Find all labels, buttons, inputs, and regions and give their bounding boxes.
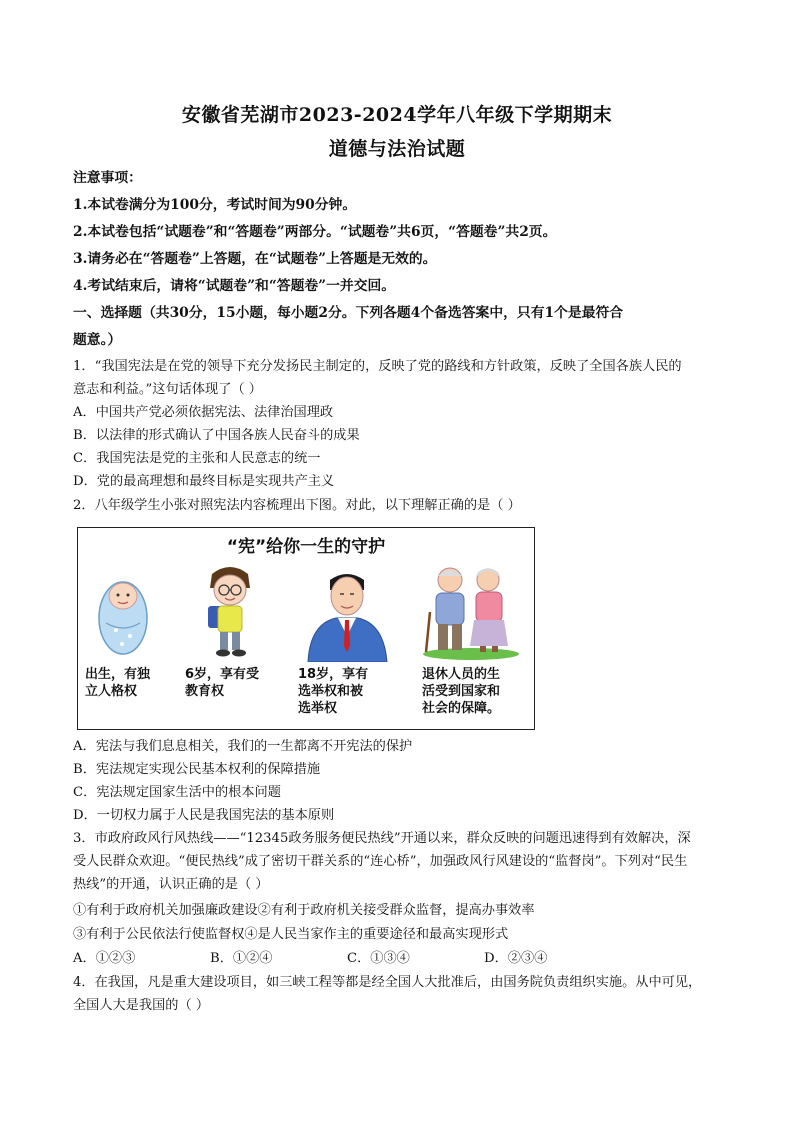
section1-heading-cont: 题意。） — [73, 332, 122, 348]
baby-illustration — [88, 568, 188, 658]
q3-stem-end: 热线”的开通，认识正确的是（ ） — [73, 877, 269, 892]
note-item-3: 3.请务必在“答题卷”上答题，在“试题卷”上答题是无效的。 — [73, 251, 437, 267]
figure-title: “宪”给你一生的守护 — [226, 537, 386, 557]
q1-option-d: D．党的最高理想和最终目标是实现共产主义 — [73, 474, 335, 489]
caption-age-six: 6岁，享有受 教育权 — [185, 667, 260, 699]
q3-stem-cont: 受人民群众欢迎。“便民热线”成了密切干群关系的“连心桥”，加强政风行风建设的“监督岗”。下列对“民生 — [73, 854, 688, 869]
section1-heading: 一、选择题（共30分，15小题，每小题2分。下列各题4个备选答案中，只有1个是最符合 — [73, 305, 624, 321]
q3-option-d: D．②③④ — [484, 951, 548, 966]
q2-option-a: A．宪法与我们息息相关，我们的一生都离不开宪法的保护 — [73, 739, 413, 754]
q3-statements: ①有利于政府机关加强廉政建设②有利于政府机关接受群众监督，提高办事效率 — [73, 903, 535, 918]
elderly-couple-illustration — [416, 562, 516, 662]
q2-option-c: C．宪法规定国家生活中的根本问题 — [73, 785, 281, 800]
q3-option-b: B．①②④ — [210, 951, 273, 966]
note-item-4: 4.考试结束后，请将“试题卷”和“答题卷”一并交回。 — [73, 278, 396, 294]
q3-statements-cont: ③有利于公民依法行使监督权④是人民当家作主的重要途径和最高实现形式 — [73, 927, 509, 942]
note-item-2: 2.本试卷包括“试题卷”和“答题卷”两部分。“试题卷”共6页，“答题卷”共2页。 — [73, 224, 557, 240]
caption-birth: 出生，有独 立人格权 — [85, 667, 151, 699]
note-item-1: 1.本试卷满分为100分，考试时间为90分钟。 — [73, 197, 357, 213]
q3-option-a: A．①②③ — [73, 951, 136, 966]
notes-heading: 注意事项： — [73, 170, 142, 186]
constitution-lifecycle-figure — [77, 527, 535, 730]
caption-retired: 退休人员的生 活受到国家和 社会的保障。 — [422, 667, 501, 716]
q1-stem: 1．“我国宪法是在党的领导下充分发扬民主制定的，反映了党的路线和方针政策，反映了全国各族人民的 — [73, 359, 682, 374]
adult-man-illustration — [300, 566, 400, 662]
child-illustration — [190, 562, 290, 662]
q1-option-b: B．以法律的形式确认了中国各族人民奋斗的成果 — [73, 428, 360, 443]
q3-stem: 3．市政府政风行风热线——“12345政务服务便民热线”开通以来，群众反映的问题迅速得到有效解决，深 — [73, 831, 691, 846]
q1-option-a: A．中国共产党必须依据宪法、法律治国理政 — [73, 405, 334, 420]
q2-option-b: B．宪法规定实现公民基本权利的保障措施 — [73, 762, 321, 777]
q3-option-c: C．①③④ — [347, 951, 410, 966]
q2-option-d: D．一切权力属于人民是我国宪法的基本原则 — [73, 808, 335, 823]
page-title: 安徽省芜湖市2023-2024学年八年级下学期期末 — [181, 104, 613, 126]
q1-option-c: C．我国宪法是党的主张和人民意志的统一 — [73, 451, 321, 466]
caption-age-eighteen: 18岁，享有 选举权和被 选举权 — [298, 667, 369, 716]
q2-stem: 2．八年级学生小张对照宪法内容梳理出下图。对此，以下理解正确的是（ ） — [73, 498, 521, 513]
q4-stem-cont: 全国人大是我国的（ ） — [73, 998, 210, 1013]
q4-stem: 4．在我国，凡是重大建设项目，如三峡工程等都是经全国人大批准后，由国务院负责组织实施。从中可见， — [73, 975, 702, 990]
page-subtitle: 道德与法治试题 — [328, 138, 466, 160]
q1-stem-cont: 意志和利益。”这句话体现了（ ） — [73, 382, 262, 397]
